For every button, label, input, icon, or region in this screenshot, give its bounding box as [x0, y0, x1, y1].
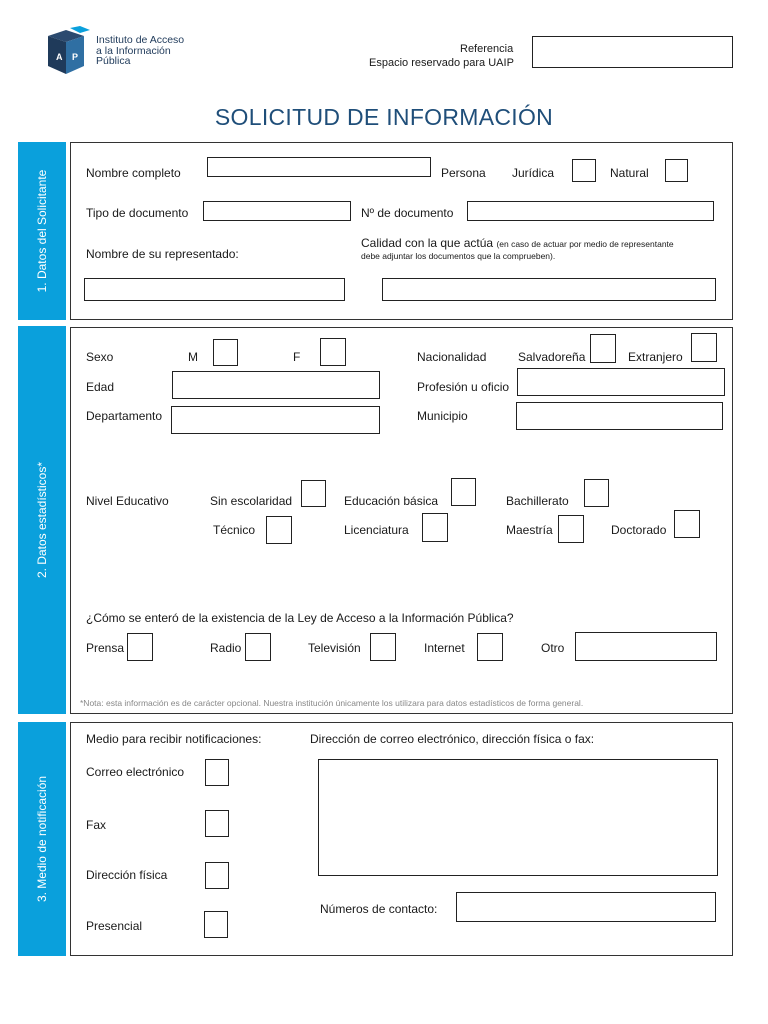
internet-checkbox[interactable] [477, 633, 503, 661]
full-name-field[interactable] [207, 157, 431, 177]
logo-line-2: a la Información [96, 44, 171, 57]
presencial-label: Presencial [86, 919, 143, 933]
otro-field[interactable] [575, 632, 717, 661]
doctorado-label: Doctorado [611, 523, 667, 537]
fax-checkbox[interactable] [205, 810, 229, 837]
capacity-label [361, 236, 674, 250]
email-label: Correo electrónico [86, 765, 185, 779]
svg-text:A: A [56, 52, 63, 62]
represented-label: Nombre de su representado: [86, 247, 239, 261]
section-2-tab [18, 326, 66, 714]
maestria-checkbox[interactable] [558, 515, 584, 543]
sin-escolaridad-label: Sin escolaridad [210, 494, 293, 508]
reserved-space-label: Espacio reservado para UAIP [369, 57, 514, 69]
education-label: Nivel Educativo [86, 494, 169, 508]
sexo-f-label: F [293, 350, 301, 364]
email-checkbox[interactable] [205, 759, 229, 786]
television-label: Televisión [308, 641, 361, 655]
logo-line-1: Instituto de Acceso [96, 34, 185, 46]
physical-label: Dirección física [86, 868, 168, 882]
radio-label: Radio [210, 641, 242, 655]
sexo-m-label: M [188, 350, 198, 364]
reference-label: Referencia [460, 43, 514, 55]
juridica-label: Jurídica [512, 166, 555, 180]
edad-field[interactable] [172, 371, 380, 399]
extranjero-checkbox[interactable] [691, 333, 717, 362]
otro-label: Otro [541, 641, 565, 655]
section-3-tab-label: 3. Medio de notificación [35, 775, 49, 903]
extranjero-label: Extranjero [628, 350, 683, 364]
reference-field[interactable] [532, 36, 733, 68]
logo-cube-icon [44, 26, 94, 78]
capacity-label-text: Calidad con la que actúa [361, 236, 494, 250]
section-1-tab-label: 1. Datos del Solicitante [35, 169, 49, 293]
basica-label: Educación básica [344, 494, 439, 508]
sexo-f-checkbox[interactable] [320, 338, 346, 366]
form-title: SOLICITUD DE INFORMACIÓN [214, 104, 554, 130]
departamento-label: Departamento [86, 409, 163, 423]
salvadorena-label: Salvadoreña [518, 350, 586, 364]
natural-checkbox[interactable] [665, 159, 688, 182]
municipio-field[interactable] [516, 402, 723, 430]
doc-number-field[interactable] [467, 201, 714, 221]
doc-number-label: Nº de documento [361, 206, 454, 220]
doc-type-label: Tipo de documento [86, 206, 189, 220]
address-field[interactable] [318, 759, 718, 876]
contact-label: Números de contacto: [320, 902, 438, 916]
licenciatura-label: Licenciatura [344, 523, 409, 537]
section-2-tab-label: 2. Datos estadísticos* [35, 461, 49, 579]
svg-text:P: P [72, 52, 79, 62]
profesion-label: Profesión u oficio [417, 380, 510, 394]
salvadorena-checkbox[interactable] [590, 334, 616, 363]
doc-type-field[interactable] [203, 201, 351, 221]
municipio-label: Municipio [417, 409, 468, 423]
internet-label: Internet [424, 641, 465, 655]
basica-checkbox[interactable] [451, 478, 476, 506]
presencial-checkbox[interactable] [204, 911, 228, 938]
section-3-tab [18, 722, 66, 956]
juridica-checkbox[interactable] [572, 159, 596, 182]
tecnico-label: Técnico [213, 523, 256, 537]
sexo-m-checkbox[interactable] [213, 339, 238, 366]
edad-label: Edad [86, 380, 115, 394]
fax-label: Fax [86, 818, 107, 832]
prensa-checkbox[interactable] [127, 633, 153, 661]
address-label: Dirección de correo electrónico, dirección física o fax: [310, 732, 595, 746]
section-1-tab [18, 142, 66, 320]
television-checkbox[interactable] [370, 633, 396, 661]
nationality-label: Nacionalidad [417, 350, 487, 364]
physical-checkbox[interactable] [205, 862, 229, 889]
optional-note: *Nota: esta información es de carácter opcional. Nuestra institución únicamente los utilizara para datos estadísticos de forma general. [80, 698, 584, 708]
licenciatura-checkbox[interactable] [422, 513, 448, 542]
logo-line-3: Pública [96, 55, 131, 67]
profesion-field[interactable] [517, 368, 725, 396]
medium-label: Medio para recibir notificaciones: [86, 732, 262, 746]
maestria-label: Maestría [506, 523, 553, 537]
capacity-note-1: (en caso de actuar por medio de representante [496, 239, 674, 249]
bachillerato-label: Bachillerato [506, 494, 569, 508]
radio-checkbox[interactable] [245, 633, 271, 661]
departamento-field[interactable] [171, 406, 380, 434]
prensa-label: Prensa [86, 641, 125, 655]
contact-field[interactable] [456, 892, 716, 922]
sin-escolaridad-checkbox[interactable] [301, 480, 326, 507]
persona-label: Persona [441, 166, 486, 180]
capacity-note-2: debe adjuntar los documentos que la comprueben). [361, 251, 556, 261]
institute-logo [44, 26, 94, 78]
capacity-field[interactable] [382, 278, 716, 301]
logo-text [96, 35, 184, 67]
doctorado-checkbox[interactable] [674, 510, 700, 538]
natural-label: Natural [610, 166, 649, 180]
tecnico-checkbox[interactable] [266, 516, 292, 544]
represented-field[interactable] [84, 278, 345, 301]
full-name-label: Nombre completo [86, 166, 181, 180]
law-question: ¿Cómo se enteró de la existencia de la Ley de Acceso a la Información Pública? [86, 611, 514, 625]
sexo-label: Sexo [86, 350, 114, 364]
bachillerato-checkbox[interactable] [584, 479, 609, 507]
